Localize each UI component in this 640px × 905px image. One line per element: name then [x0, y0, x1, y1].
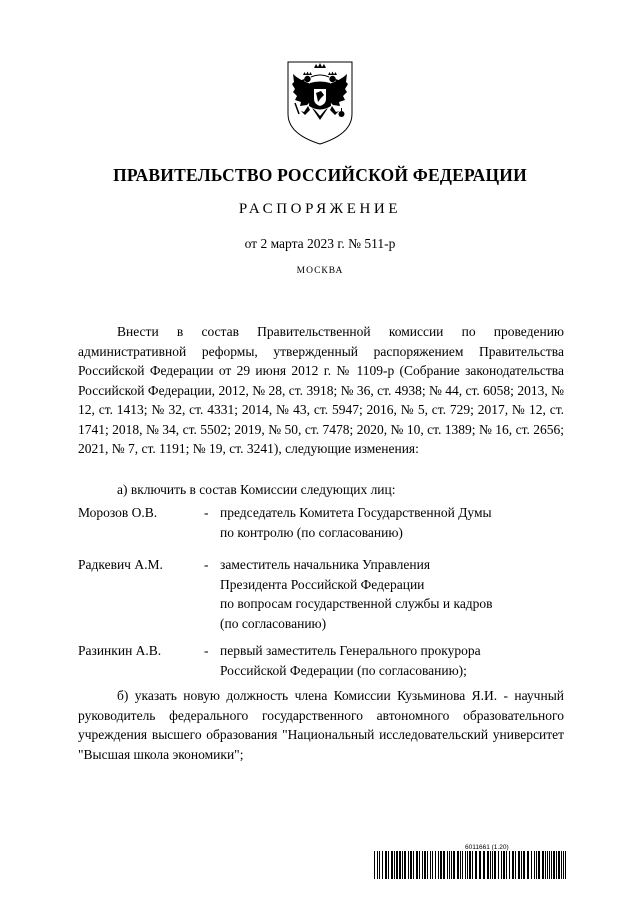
document-city: МОСКВА [296, 266, 344, 276]
person-position-line: (по согласованию) [220, 615, 327, 631]
person-position-line: первый заместитель Генерального прокурора [220, 643, 481, 658]
person-position-line: заместитель начальника Управления [220, 557, 431, 572]
russian-coat-of-arms-icon [285, 58, 355, 146]
person-dash: - [204, 557, 209, 572]
person-position [220, 555, 564, 633]
person-dash: - [204, 643, 209, 658]
main-paragraph-block [78, 322, 564, 459]
barcode-icon [374, 851, 570, 879]
person-position-line: Президента Российской Федерации [220, 576, 425, 592]
person-name: Радкевич А.М. [78, 557, 163, 572]
person-position-line: по вопросам государственной службы и кадров [220, 596, 493, 611]
main-paragraph: Внести в состав Правительственной комиссии по проведению административной реформы, утвержденный распоряжением Правительства Российской Федерации от 29 июня 2012 г. № 1109-р (Собрание законодательства Российской Федерации, 2012, № 28, ст. 3918; № 36, ст. 4938; № 44, ст. 6058; 2013, № 12, ст. 1413; № 32, ст. 4331; 2014, № 43, ст. 5947; 2016, № 5, ст. 729; 2017, № 12, ст. 1741; 2018, № 34, ст. 5502; 2019, № 50, ст. 7478; 2020, № 10, ст. 1389; № 16, ст. 2656; 2021, № 7, ст. 1191; № 19, ст. 3241), следующие изменения: [78, 324, 564, 456]
document-type: РАСПОРЯЖЕНИЕ [238, 201, 402, 217]
item-b-paragraph: б) указать новую должность члена Комиссии Кузьминова Я.И. - научный руководитель федерального государственного автономного образовательного учреждения высшего образования "Национальный исследовательский университет "Высшая школа экономики"; [78, 688, 564, 762]
item-a-block [78, 480, 564, 500]
person-position [220, 503, 564, 542]
barcode-code: 6011661 (1.20) [465, 844, 509, 851]
person-position-line: председатель Комитета Государственной Думы [220, 505, 492, 520]
person-position [220, 641, 564, 680]
person-name: Разинкин А.В. [78, 643, 162, 658]
item-b-block [78, 686, 564, 764]
person-name: Морозов О.В. [78, 505, 158, 520]
item-a-paragraph: а) включить в состав Комиссии следующих лиц: [117, 482, 396, 497]
document-date-number: от 2 марта 2023 г. № 511-р [244, 236, 396, 251]
person-dash: - [204, 505, 209, 520]
person-position-line: по контролю (по согласованию) [220, 524, 403, 540]
government-title: ПРАВИТЕЛЬСТВО РОССИЙСКОЙ ФЕДЕРАЦИИ [113, 165, 527, 185]
person-position-line: Российской Федерации (по согласованию); [220, 662, 467, 678]
